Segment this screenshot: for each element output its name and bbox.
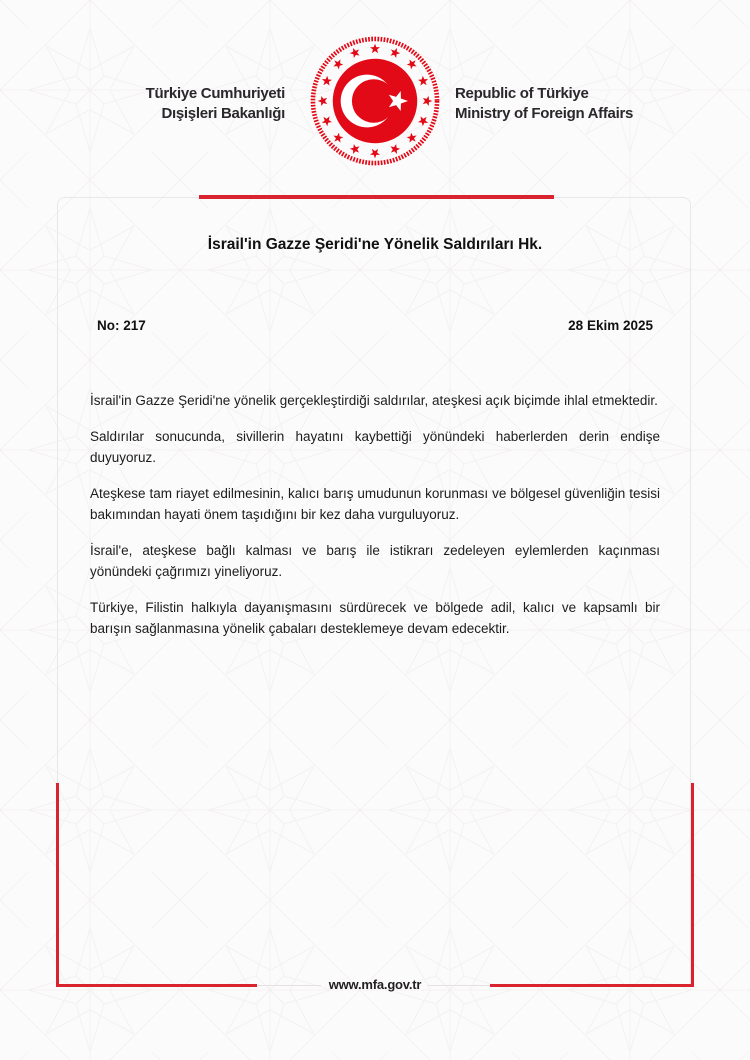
org-line: Dışişleri Bakanlığı [161,105,285,122]
body-paragraph: Türkiye, Filistin halkıyla dayanışmasını sürdürecek ve bölgede adil, kalıcı ve kapsamlı bir barışın sağlanmasına yönelik çabaları desteklemeye devam edecektir. [90,600,660,636]
header-org-turkish [146,84,285,124]
doc-number: No: 217 [97,318,146,333]
right-red-border [691,783,694,987]
org-line: Ministry of Foreign Affairs [455,105,634,122]
body-paragraph: İsrail'in Gazze Şeridi'ne yönelik gerçekleştirdiği saldırılar, ateşkesi açık biçimde ihlal etmektedir. [90,393,658,408]
mfa-seal-icon [309,35,441,167]
org-line: Republic of Türkiye [455,85,589,102]
doc-date: 28 Ekim 2025 [568,318,653,333]
header-org-english [455,84,633,124]
letter-body [90,390,660,654]
footer-website: www.mfa.gov.tr [328,977,422,992]
left-red-border [56,783,59,987]
org-line: Türkiye Cumhuriyeti [145,85,285,102]
body-paragraph: Ateşkese tam riayet edilmesinin, kalıcı barış umudunun korunması ve bölgesel güvenliğin tesisi bakımından hayati önem taşıdığını bir kez daha vurguluyoruz. [90,486,660,522]
body-paragraph: Saldırılar sonucunda, sivillerin hayatını kaybettiği yönündeki haberlerden derin endişe duyuyoruz. [90,429,660,465]
top-red-divider [199,195,554,199]
body-paragraph: İsrail'e, ateşkese bağlı kalması ve barış ile istikrarı zedeleyen eylemlerden kaçınması yönündeki çağrımızı yineliyoruz. [90,543,660,579]
page-title: İsrail'in Gazze Şeridi'ne Yönelik Saldırıları Hk. [207,236,543,253]
document-meta-row [97,318,653,333]
